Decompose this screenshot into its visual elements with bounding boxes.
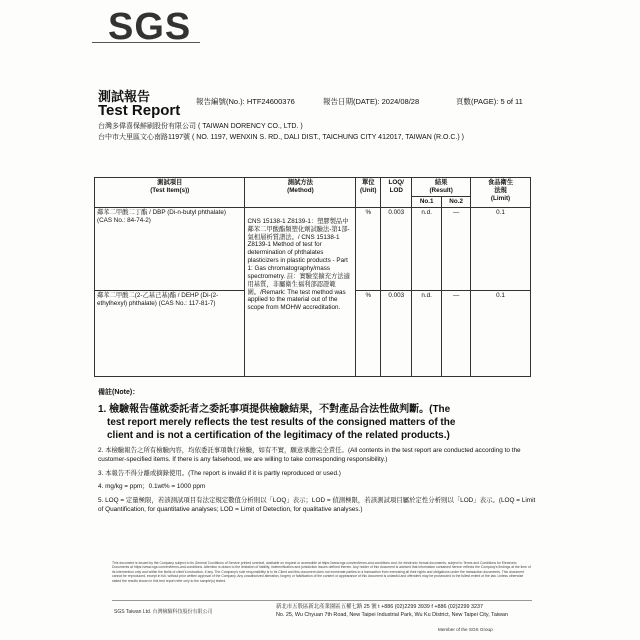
fine-print: This document is issued by the Company subject to its General Conditions of Service printed overleaf, available on request or accessible at https://www.sgs.com/en/terms-and-conditions and, for electronic format documents, subject to Terms and Conditions for Electronic Documents at https://www.sgs.com/en/terms-and-conditions. Attention is drawn to the limitation of liability, indemnification and jurisdiction issues defined therein. Any holder of this document is advised that information contained hereon reflects the Company's findings at the time of its intervention only and within the limits of client's instruction, if any. The Company's sole responsibility is to its Client and this document does not exonerate parties to a transaction from exercising all their rights and obligations under the transaction documents. This document cannot be reproduced, except in full, without prior written approval of the Company. Any unauthorized alteration, forgery or falsification of the content or appearance of this document is unlawful and offenders may be prosecuted to the fullest extent of the law. Unless otherwise stated the results shown in this test report refer only to the sample(s) tested. xyxy=(112,561,531,583)
row-result-no2: — xyxy=(442,290,471,376)
report-number: 報告編號(No.): HTF24600376 xyxy=(196,97,295,106)
note-5: 5. LOQ = 定量極限，若該測試項目有法定規定數值分析則以「LOQ」表示；LOD = 偵測極限，若該測試項目屬於定性分析則以「LOD」表示。(LOQ = Limit of Quantification, for quantitative analyses; LOD = Limit of Detection, for qualitative analyses.) xyxy=(98,497,536,513)
row-loq: 0.003 xyxy=(381,207,412,290)
results-table xyxy=(94,177,531,377)
note-1-zh: 1. 檢驗報告僅就委託者之委託事項提供檢驗結果，不對產品合法性做判斷。(The xyxy=(98,404,451,416)
report-title-en: Test Report xyxy=(98,102,181,119)
row-unit: % xyxy=(356,290,381,376)
header-test-item: 測試項目 (Test Item(s)) xyxy=(95,178,245,208)
header-no2: No.2 xyxy=(442,197,471,208)
notes-heading: 備註(Note)： xyxy=(98,389,140,396)
header-no1: No.1 xyxy=(412,197,442,208)
row-result-no2: — xyxy=(442,207,471,290)
report-date: 報告日期(DATE): 2024/08/28 xyxy=(323,97,420,106)
row-loq: 0.003 xyxy=(381,290,412,376)
footer-divider xyxy=(112,600,532,601)
row-result-no1: n.d. xyxy=(412,207,442,290)
row-item: 鄰苯二甲酸二(2-乙基己基)酯 / DEHP (Di-(2-ethylhexyl) phthalate) (CAS No.: 117-81-7) xyxy=(95,290,245,376)
row-method: CNS 15138-1 Z8139-1：塑膠製品中鄰苯二甲酸酯類塑化劑試驗法-第1部-氣相層析質譜法。/ CNS 15138-1 Z8139-1 Method of test for determination of phthalates plasticizers in plastic products - Part 1: Gas chromatography/mass spectrometry. 註：實驗室擴充方法適用基質，非屬衛生福利部認證範圍。/Remark: The test method was applied to the material out of the scope from MOHW accreditation. xyxy=(245,207,356,376)
header-loq: LOQ/ LOD xyxy=(381,178,412,208)
footer-address-zh: 新北市五股區新北產業園區五權七路 25 號 t +886 (02)2299 3939 f +886 (02)2299 3237 xyxy=(276,604,484,610)
note-4: 4. mg/kg = ppm；0.1wt% = 1000 ppm xyxy=(98,483,206,491)
footer-company: SGS Taiwan Ltd. 台灣檢驗科技股份有限公司 xyxy=(114,609,213,615)
sgs-logo: SGS xyxy=(108,6,192,48)
report-title-zh: 測試報告 xyxy=(98,89,151,104)
row-limit: 0.1 xyxy=(471,290,531,376)
header-result: 結果 (Result) xyxy=(412,178,471,197)
row-result-no1: n.d. xyxy=(412,290,442,376)
row-item: 鄰苯二甲酸二丁酯 / DBP (Di-n-butyl phthalate) (CAS No.: 84-74-2) xyxy=(95,207,245,290)
row-unit: % xyxy=(356,207,381,290)
note-1-en-line2: client and is not a certification of the legitimacy of the related products.) xyxy=(107,430,450,442)
note-2: 2. 本檢驗報告之所有檢驗內容，均依委託事項執行檢驗，如有不實，願意承擔完全責任。(All contents in the test report are conducted according to the customer-specified items. If there is any falsehood, we are willing to take corresponding responsibility.) xyxy=(98,447,521,464)
header-limit: 食品衛生 法規 (Limit) xyxy=(471,178,531,208)
header-method: 測試方法 (Method) xyxy=(245,178,356,208)
footer-address xyxy=(276,603,508,619)
table-row xyxy=(95,207,531,290)
note-1-en-line1: test report merely reflects the test results of the consigned matters of the xyxy=(107,417,456,429)
page-number: 頁數(PAGE): 5 of 11 xyxy=(456,97,523,106)
company-address: 台中市大里區文心南路1197號 ( NO. 1197, WENXIN S. RD., DALI DIST., TAICHUNG CITY 412017, TAIWAN (R.O.C.) ) xyxy=(98,134,465,141)
row-limit: 0.1 xyxy=(471,207,531,290)
logo-underline xyxy=(92,42,200,43)
sgs-member: Member of the SGS Group xyxy=(438,627,493,632)
notes-section xyxy=(98,388,538,514)
header-unit: 單位 (Unit) xyxy=(356,178,381,208)
footer-address-en: No. 25, Wu Chyuan 7th Road, New Taipei Industrial Park, Wu Ku District, New Taipei City, Taiwan xyxy=(276,612,508,619)
company-name: 台灣多偉喜保鮮刷股份有限公司 ( TAIWAN DORENCY CO., LTD. ) xyxy=(98,123,303,130)
note-3: 3. 本報告不得分離或摘錄使用。(The report is invalid if it is partly reproduced or used.) xyxy=(98,469,341,477)
